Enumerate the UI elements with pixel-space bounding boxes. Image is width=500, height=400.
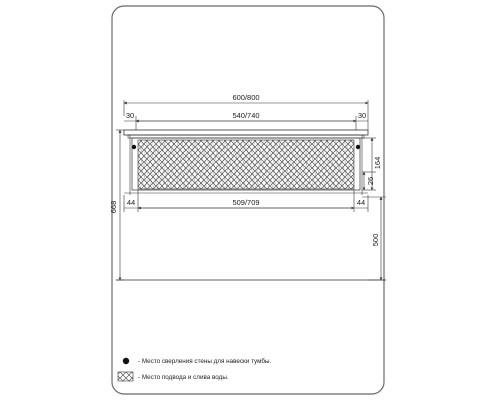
- right-margin-label: 30: [357, 111, 367, 120]
- cabinet-height-label: 164: [373, 156, 382, 170]
- overall-width-label: 600/800: [232, 93, 260, 102]
- small-gap-label: 26: [366, 176, 375, 186]
- left-margin-label: 30: [125, 111, 135, 120]
- legend-supply-zone-text: - Место подвода и слива воды.: [138, 374, 229, 381]
- inner-width-label: 540/740: [232, 111, 260, 120]
- dimension-floor-height: [362, 197, 386, 280]
- drill-point-left-marker: [132, 145, 136, 149]
- dimension-small-gap: [362, 172, 376, 190]
- floor-height-label: 500: [371, 233, 380, 247]
- bottom-width-label: 509/709: [232, 198, 260, 207]
- legend-drill-point-icon: [123, 358, 129, 364]
- right-offset-label: 44: [356, 198, 366, 207]
- water-supply-zone: [138, 140, 354, 189]
- dimension-inner-width: [124, 111, 368, 130]
- left-offset-label: 44: [126, 198, 136, 207]
- dimension-total-height: [109, 130, 124, 280]
- legend: [118, 357, 271, 381]
- total-height-label: 668: [109, 200, 118, 214]
- legend-supply-zone-icon: [118, 372, 133, 381]
- legend-drill-point-text: - Место сверления стены для навески тумбы.: [138, 358, 272, 365]
- drill-point-right-marker: [356, 145, 360, 149]
